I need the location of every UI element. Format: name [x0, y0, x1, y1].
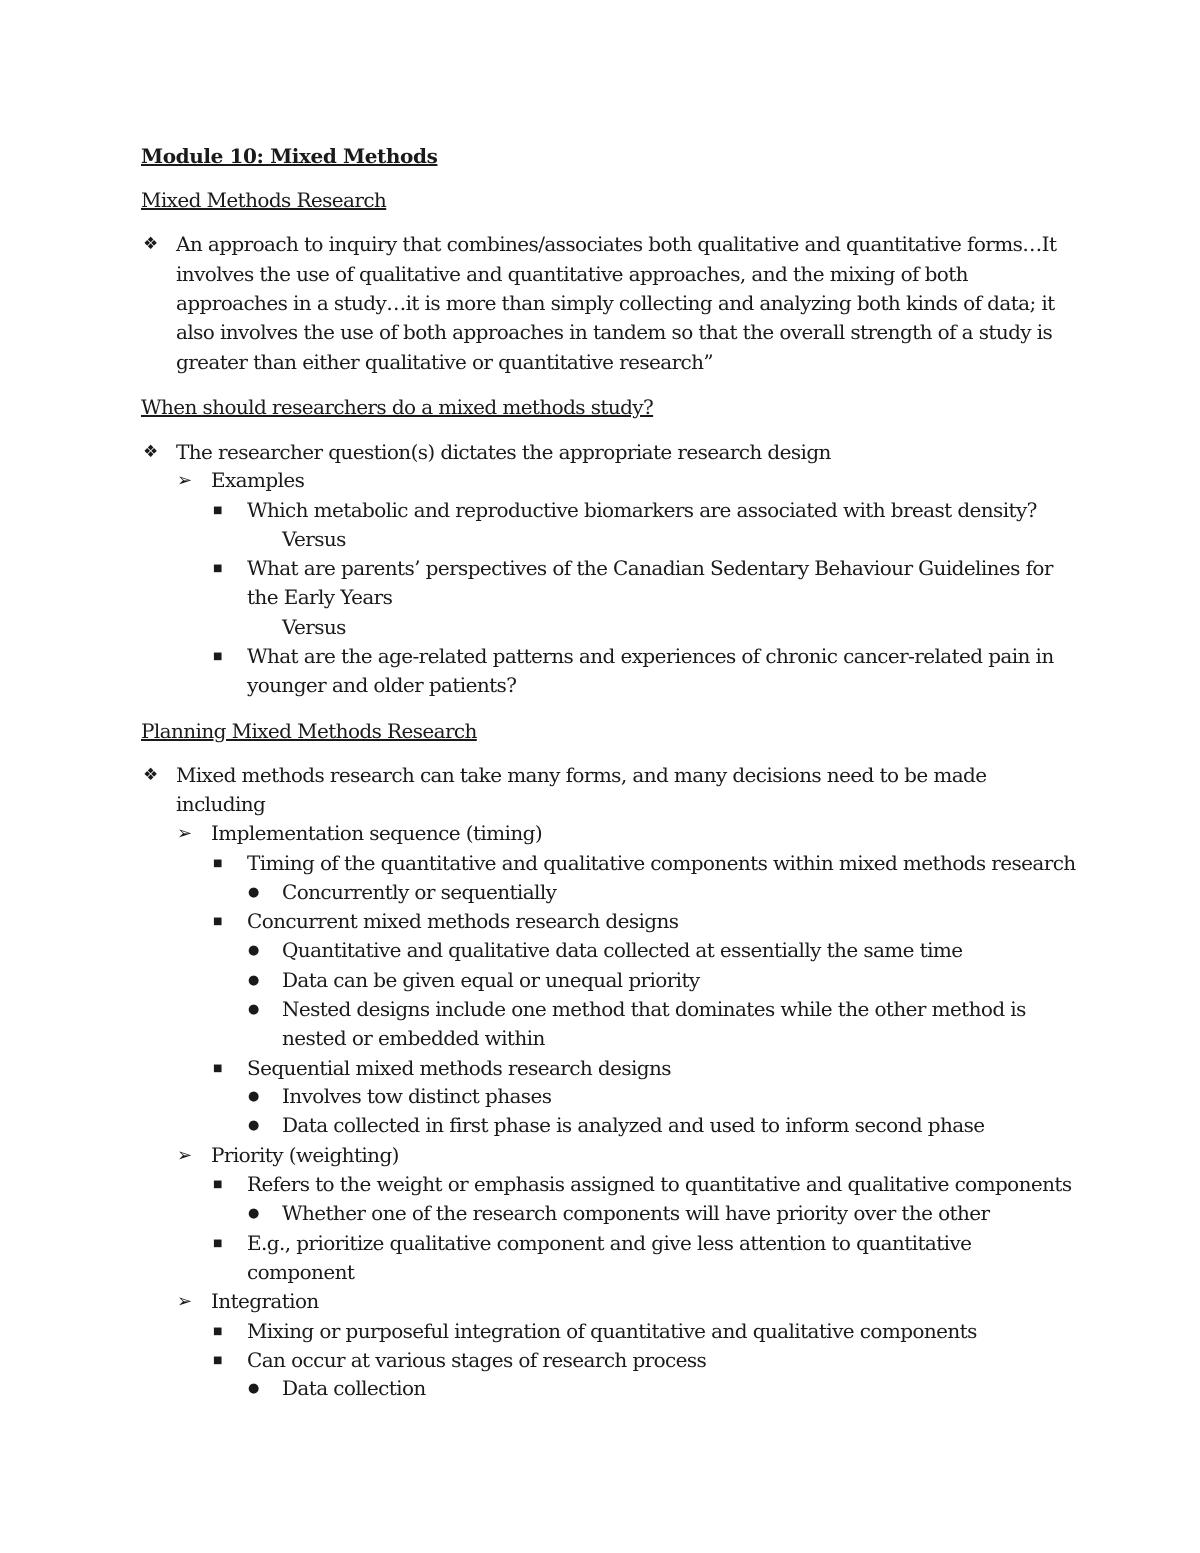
section-heading: Mixed Methods Research	[141, 188, 387, 212]
arrowhead-bullet-icon: ➢	[177, 1145, 193, 1166]
list-item-text: younger and older patients?	[247, 673, 517, 697]
arrowhead-bullet-icon: ➢	[177, 823, 193, 844]
list-item-text: Whether one of the research components will have priority over the other	[282, 1201, 990, 1225]
list-item-text: Priority (weighting)	[211, 1143, 399, 1167]
list-item-text: Involves tow distinct phases	[282, 1084, 552, 1108]
list-item-text: Integration	[211, 1289, 319, 1313]
arrowhead-bullet-icon: ➢	[177, 1291, 193, 1312]
list-item-text: Data can be given equal or unequal priority	[282, 968, 700, 992]
page-title: Module 10: Mixed Methods	[141, 144, 438, 168]
list-item-text: Timing of the quantitative and qualitative components within mixed methods research	[247, 851, 1076, 875]
list-item-text: Data collected in first phase is analyzed and used to inform second phase	[282, 1113, 985, 1137]
list-item-text: Mixed methods research can take many forms, and many decisions need to be made	[176, 763, 987, 787]
square-bullet-icon: ■	[213, 1326, 223, 1337]
list-item-text: greater than either qualitative or quantitative research”	[176, 350, 714, 374]
list-item-text: Can occur at various stages of research process	[247, 1348, 707, 1372]
square-bullet-icon: ■	[213, 916, 223, 927]
list-item-text: approaches in a study…it is more than simply collecting and analyzing both kinds of data; it	[176, 291, 1055, 315]
list-item-text: Data collection	[282, 1376, 426, 1400]
square-bullet-icon: ■	[213, 1179, 223, 1190]
square-bullet-icon: ■	[213, 505, 223, 516]
dot-bullet-icon: ●	[248, 1206, 260, 1221]
square-bullet-icon: ■	[213, 1355, 223, 1366]
dot-bullet-icon: ●	[248, 1381, 260, 1396]
dot-bullet-icon: ●	[248, 1002, 260, 1017]
square-bullet-icon: ■	[213, 651, 223, 662]
dot-bullet-icon: ●	[248, 1089, 260, 1104]
section-heading: Planning Mixed Methods Research	[141, 719, 477, 743]
list-item-note: Versus	[282, 527, 346, 551]
list-item-text: What are the age-related patterns and experiences of chronic cancer-related pain in	[247, 644, 1054, 668]
list-item-text: E.g., prioritize qualitative component and give less attention to quantitative	[247, 1231, 972, 1255]
dot-bullet-icon: ●	[248, 1118, 260, 1133]
list-item-text: The researcher question(s) dictates the appropriate research design	[176, 440, 831, 464]
list-item-text: Implementation sequence (timing)	[211, 821, 543, 845]
dot-bullet-icon: ●	[248, 943, 260, 958]
list-item-note: Versus	[282, 615, 346, 639]
diamond-bullet-icon: ❖	[143, 234, 159, 254]
dot-bullet-icon: ●	[248, 885, 260, 900]
list-item-text: Mixing or purposeful integration of quantitative and qualitative components	[247, 1319, 977, 1343]
diamond-bullet-icon: ❖	[143, 765, 159, 785]
square-bullet-icon: ■	[213, 563, 223, 574]
list-item-text: the Early Years	[247, 585, 393, 609]
list-item-text: An approach to inquiry that combines/associates both qualitative and quantitative forms…It	[176, 232, 1057, 256]
list-item-text: component	[247, 1260, 355, 1284]
list-item-text: What are parents’ perspectives of the Canadian Sedentary Behaviour Guidelines for	[247, 556, 1053, 580]
square-bullet-icon: ■	[213, 858, 223, 869]
list-item-text: Quantitative and qualitative data collected at essentially the same time	[282, 938, 963, 962]
list-item-text: also involves the use of both approaches in tandem so that the overall strength of a study is	[176, 320, 1053, 344]
list-item-text: Which metabolic and reproductive biomarkers are associated with breast density?	[247, 498, 1037, 522]
list-item-text: nested or embedded within	[282, 1026, 545, 1050]
list-item-text: Examples	[211, 468, 305, 492]
list-item-text: Sequential mixed methods research designs	[247, 1056, 671, 1080]
section-heading: When should researchers do a mixed methods study?	[141, 395, 654, 419]
list-item-text: involves the use of qualitative and quantitative approaches, and the mixing of both	[176, 262, 968, 286]
list-item-text: Concurrent mixed methods research designs	[247, 909, 679, 933]
arrowhead-bullet-icon: ➢	[177, 470, 193, 491]
diamond-bullet-icon: ❖	[143, 442, 159, 462]
list-item-text: including	[176, 792, 266, 816]
list-item-text: Refers to the weight or emphasis assigned to quantitative and qualitative components	[247, 1172, 1072, 1196]
dot-bullet-icon: ●	[248, 973, 260, 988]
square-bullet-icon: ■	[213, 1238, 223, 1249]
list-item-text: Concurrently or sequentially	[282, 880, 557, 904]
list-item-text: Nested designs include one method that dominates while the other method is	[282, 997, 1026, 1021]
square-bullet-icon: ■	[213, 1063, 223, 1074]
